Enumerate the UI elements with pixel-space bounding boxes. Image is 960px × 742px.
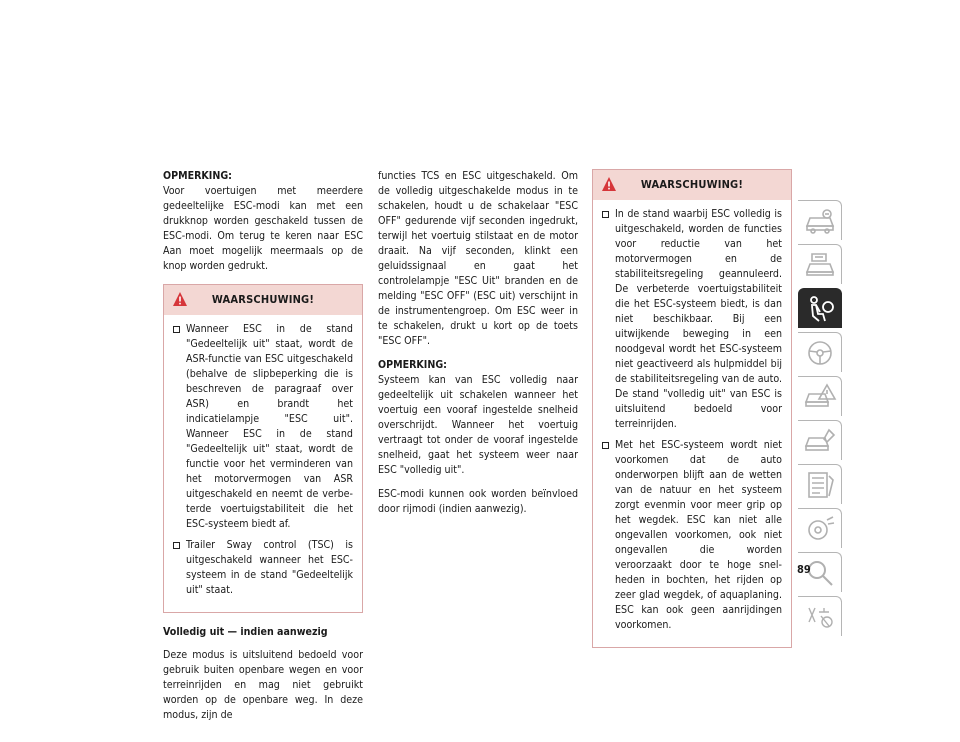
airbag-seatbelt-icon [803, 294, 837, 324]
warning-triangle-icon [172, 291, 188, 307]
checkbox-square-icon [173, 326, 180, 333]
column-middle [378, 169, 578, 526]
settings-list-icon [803, 470, 837, 500]
language-icon [803, 602, 837, 632]
steering-wheel-icon [803, 338, 837, 368]
checkbox-square-icon [602, 211, 609, 218]
car-info-icon [803, 250, 837, 280]
warning-header [164, 285, 362, 315]
warning-list [164, 315, 362, 598]
warning-item: Trailer Sway control (TSC) is uitgeschakeld wanneer het ESC-systeem in de stand "Gedeeltelijk uit" staat. [173, 538, 353, 598]
warning-title: WAARSCHUWING! [640, 178, 744, 191]
multimedia-icon [803, 514, 837, 544]
tab-steering[interactable] [798, 332, 842, 372]
warning-item: Met het ESC-systeem wordt niet voorkomen dat de auto onderworpen blijft aan de wetten van de natuur en het systeem zorgt evenmin voor meer grip op het wegdek. ESC kan niet alle ongevallen voorkomen, ook niet ongevallen die worden veroorzaakt door te hoge snelheden in bochten, het rijden op zeer glad wegdek, of aquaplaning. ESC kan ook geen aanrijdingen voorkomen. [602, 438, 782, 633]
tab-settings-list[interactable] [798, 464, 842, 504]
note-title: OPMERKING: [378, 359, 447, 371]
warning-box [163, 284, 363, 613]
warning-item: In de stand waarbij ESC volledig is uitgeschakeld, worden de functies voor reductie van het motorvermogen en de stabiliteitsregeling geannuleerd. De verbeterde voertuigstabiliteit die het ESC-systeem biedt, is dan niet beschikbaar. Bij een uitwijkende beweging in een noodgeval wordt het ESC-systeem niet geactiveerd als hulpmiddel bij de stabiliteitsregeling van de auto. De stand "volledig uit" van ESC is uitsluitend bedoeld voor terreinrijden. [602, 207, 782, 432]
car-warning-icon [803, 382, 837, 412]
warning-list [593, 200, 791, 633]
warning-box [592, 169, 792, 648]
body-paragraph: functies TCS en ESC uitgeschakeld. Om de volledig uitgeschakelde modus in te schakelen, houdt u de schakelaar "ESC OFF" gedurende vijf seconden ingedrukt, terwijl het voertuig stilstaat en de motor draait. Na vijf seconden, klinkt een geluidssignaal en gaat het controlelampje "ESC Uit" branden en de melding "ESC OFF" (ESC uit) verschijnt in de instrumentengroep. Om ESC weer in te schakelen, drukt u kort op de toets "ESC OFF". [378, 170, 578, 347]
note-text: Voor voertuigen met meerdere gedeeltelijke ESC-modi kan met een drukknop worden geschakeld tussen de ESC-modi. Om terug te keren naar ESC Aan moet mogelijk meermaals op de knop worden gedrukt. [163, 185, 363, 272]
warning-item: Wanneer ESC in de stand "Gedeeltelijk uit" staat, wordt de ASR-functie van ESC uitgeschakeld (behalve de slipbeperking die is beschreven de paragraaf over ASR) en brandt het indicatielampje "ESC uit". Wanneer ESC in de stand "Gedeeltelijk uit" staat, wordt de functie voor het verminderen van het motorvermogen van ASR uitgeschakeld en neemt de verbeterde voertuigstabiliteit die het ESC-systeem biedt af. [173, 322, 353, 532]
column-right [592, 169, 792, 648]
page-number: 89 [797, 563, 811, 576]
column-left [163, 169, 363, 732]
car-dashboard-icon [803, 206, 837, 236]
body-paragraph: ESC-modi kunnen ook worden beïnvloed door rijmodi (indien aanwezig). [378, 488, 578, 515]
checkbox-square-icon [602, 442, 609, 449]
tab-safety[interactable] [798, 288, 842, 328]
tab-car-info[interactable] [798, 244, 842, 284]
tab-car-service[interactable] [798, 420, 842, 460]
note-text: Systeem kan van ESC volledig naar gedeeltelijk uit schakelen wanneer het voertuig een vooraf ingestelde snelheid overschrijdt. Wanneer het voertuig vertraagt tot onder de vooraf ingestelde snelheid, gaat het systeem weer naar ESC "volledig uit". [378, 374, 578, 476]
car-service-icon [803, 426, 837, 456]
tab-language[interactable] [798, 596, 842, 636]
warning-title: WAARSCHUWING! [211, 293, 315, 306]
checkbox-square-icon [173, 542, 180, 549]
tab-dashboard[interactable] [798, 200, 842, 240]
warning-header [593, 170, 791, 200]
tab-multimedia[interactable] [798, 508, 842, 548]
note-title: OPMERKING: [163, 170, 232, 182]
section-text: Deze modus is uitsluitend bedoeld voor gebruik buiten openbare wegen en voor terreinrijden en mag niet gebruikt worden op de openbare weg. In deze modus, zijn de [163, 649, 363, 721]
tab-car-warning[interactable] [798, 376, 842, 416]
section-title: Volledig uit — indien aanwezig [163, 626, 328, 638]
warning-triangle-icon [601, 176, 617, 192]
